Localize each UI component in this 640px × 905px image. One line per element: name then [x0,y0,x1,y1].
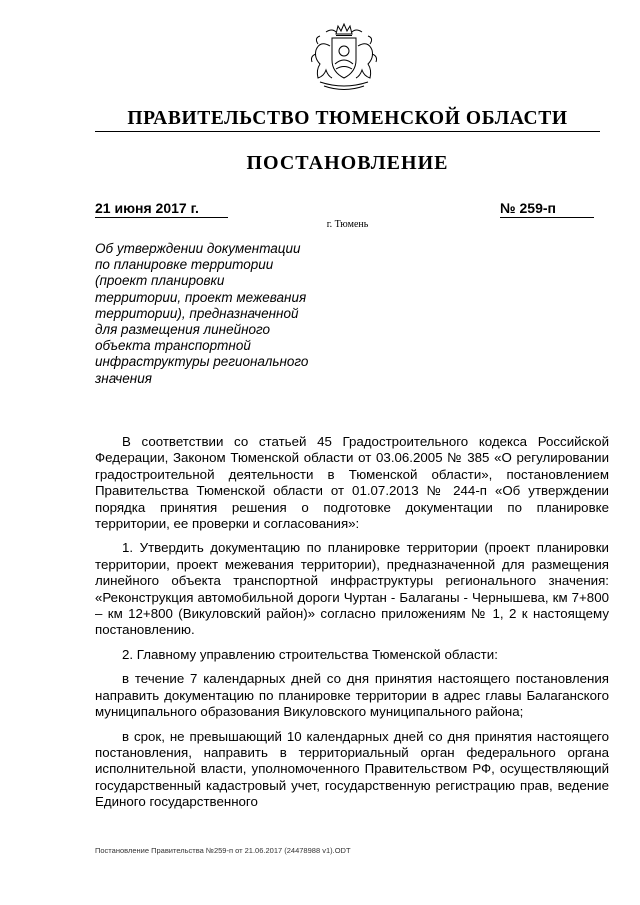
subject-line: инфраструктуры регионального [95,354,309,370]
body-paragraph: В соответствии со статьей 45 Градостроительного кодекса Российской Федерации, Законом Тюменской области от 03.06.2005 № 385 «О регулировании градостроительной деятельности в Тюменской области», постановлением Правительства Тюменской области от 01.07.2013 № 244-п «Об утверждении порядка принятия решения о подготовке документации по планировке территории, ее проверки и согласования»: [95,434,609,532]
subject-line: для размещения линейного [95,322,271,338]
subject-line: территории), предназначенной [95,305,299,321]
document-type-heading: ПОСТАНОВЛЕНИЕ [246,152,449,174]
body-paragraph: в срок, не превышающий 10 календарных дней со дня принятия настоящего постановления, направить в территориальный орган федерального органа исполнительной власти, уполномоченного Правительством РФ, осуществляющий государственный кадастровый учет, государственную регистрацию прав, ведение Единого государственного [95,728,609,810]
document-subject [95,241,335,387]
document-date: 21 июня 2017 г. [95,200,228,218]
subject-line: Об утверждении документации [95,241,301,256]
subject-line: объекта транспортной [95,338,251,354]
title-underline [95,131,600,132]
subject-line: по планировке территории [95,257,274,273]
body-paragraph: 1. Утвердить документацию по планировке территории (проект планировки территории, проект межевания территории), предназначенной для размещения линейного объекта транспортной инфраструктуры регионального значения: «Реконструкция автомобильной дороги Чуртан - Балаганы - Чернышева, км 7+800 – км 12+800 (Викуловский район)» согласно приложениям № 1, 2 к настоящему постановлению. [95,540,609,638]
document-number: № 259-п [500,200,594,218]
subject-line: (проект планировки [95,273,225,289]
subject-line: значения [95,370,152,386]
document-city: г. Тюмень [326,219,369,230]
document-footer: Постановление Правительства №259-п от 21.06.2017 (24478988 v1).ODT [95,846,351,855]
tyumen-coat-of-arms-icon [306,20,382,96]
body-paragraph: 2. Главному управлению строительства Тюменской области: [122,646,498,662]
subject-line: территории, проект межевания [95,289,307,305]
body-paragraph: в течение 7 календарных дней со дня принятия настоящего постановления направить документацию по планировке территории в адрес главы Балаганского муниципального образования Викуловского муниципального района; [95,671,609,720]
document-body [95,434,609,811]
government-title: ПРАВИТЕЛЬСТВО ТЮМЕНСКОЙ ОБЛАСТИ [127,108,568,129]
